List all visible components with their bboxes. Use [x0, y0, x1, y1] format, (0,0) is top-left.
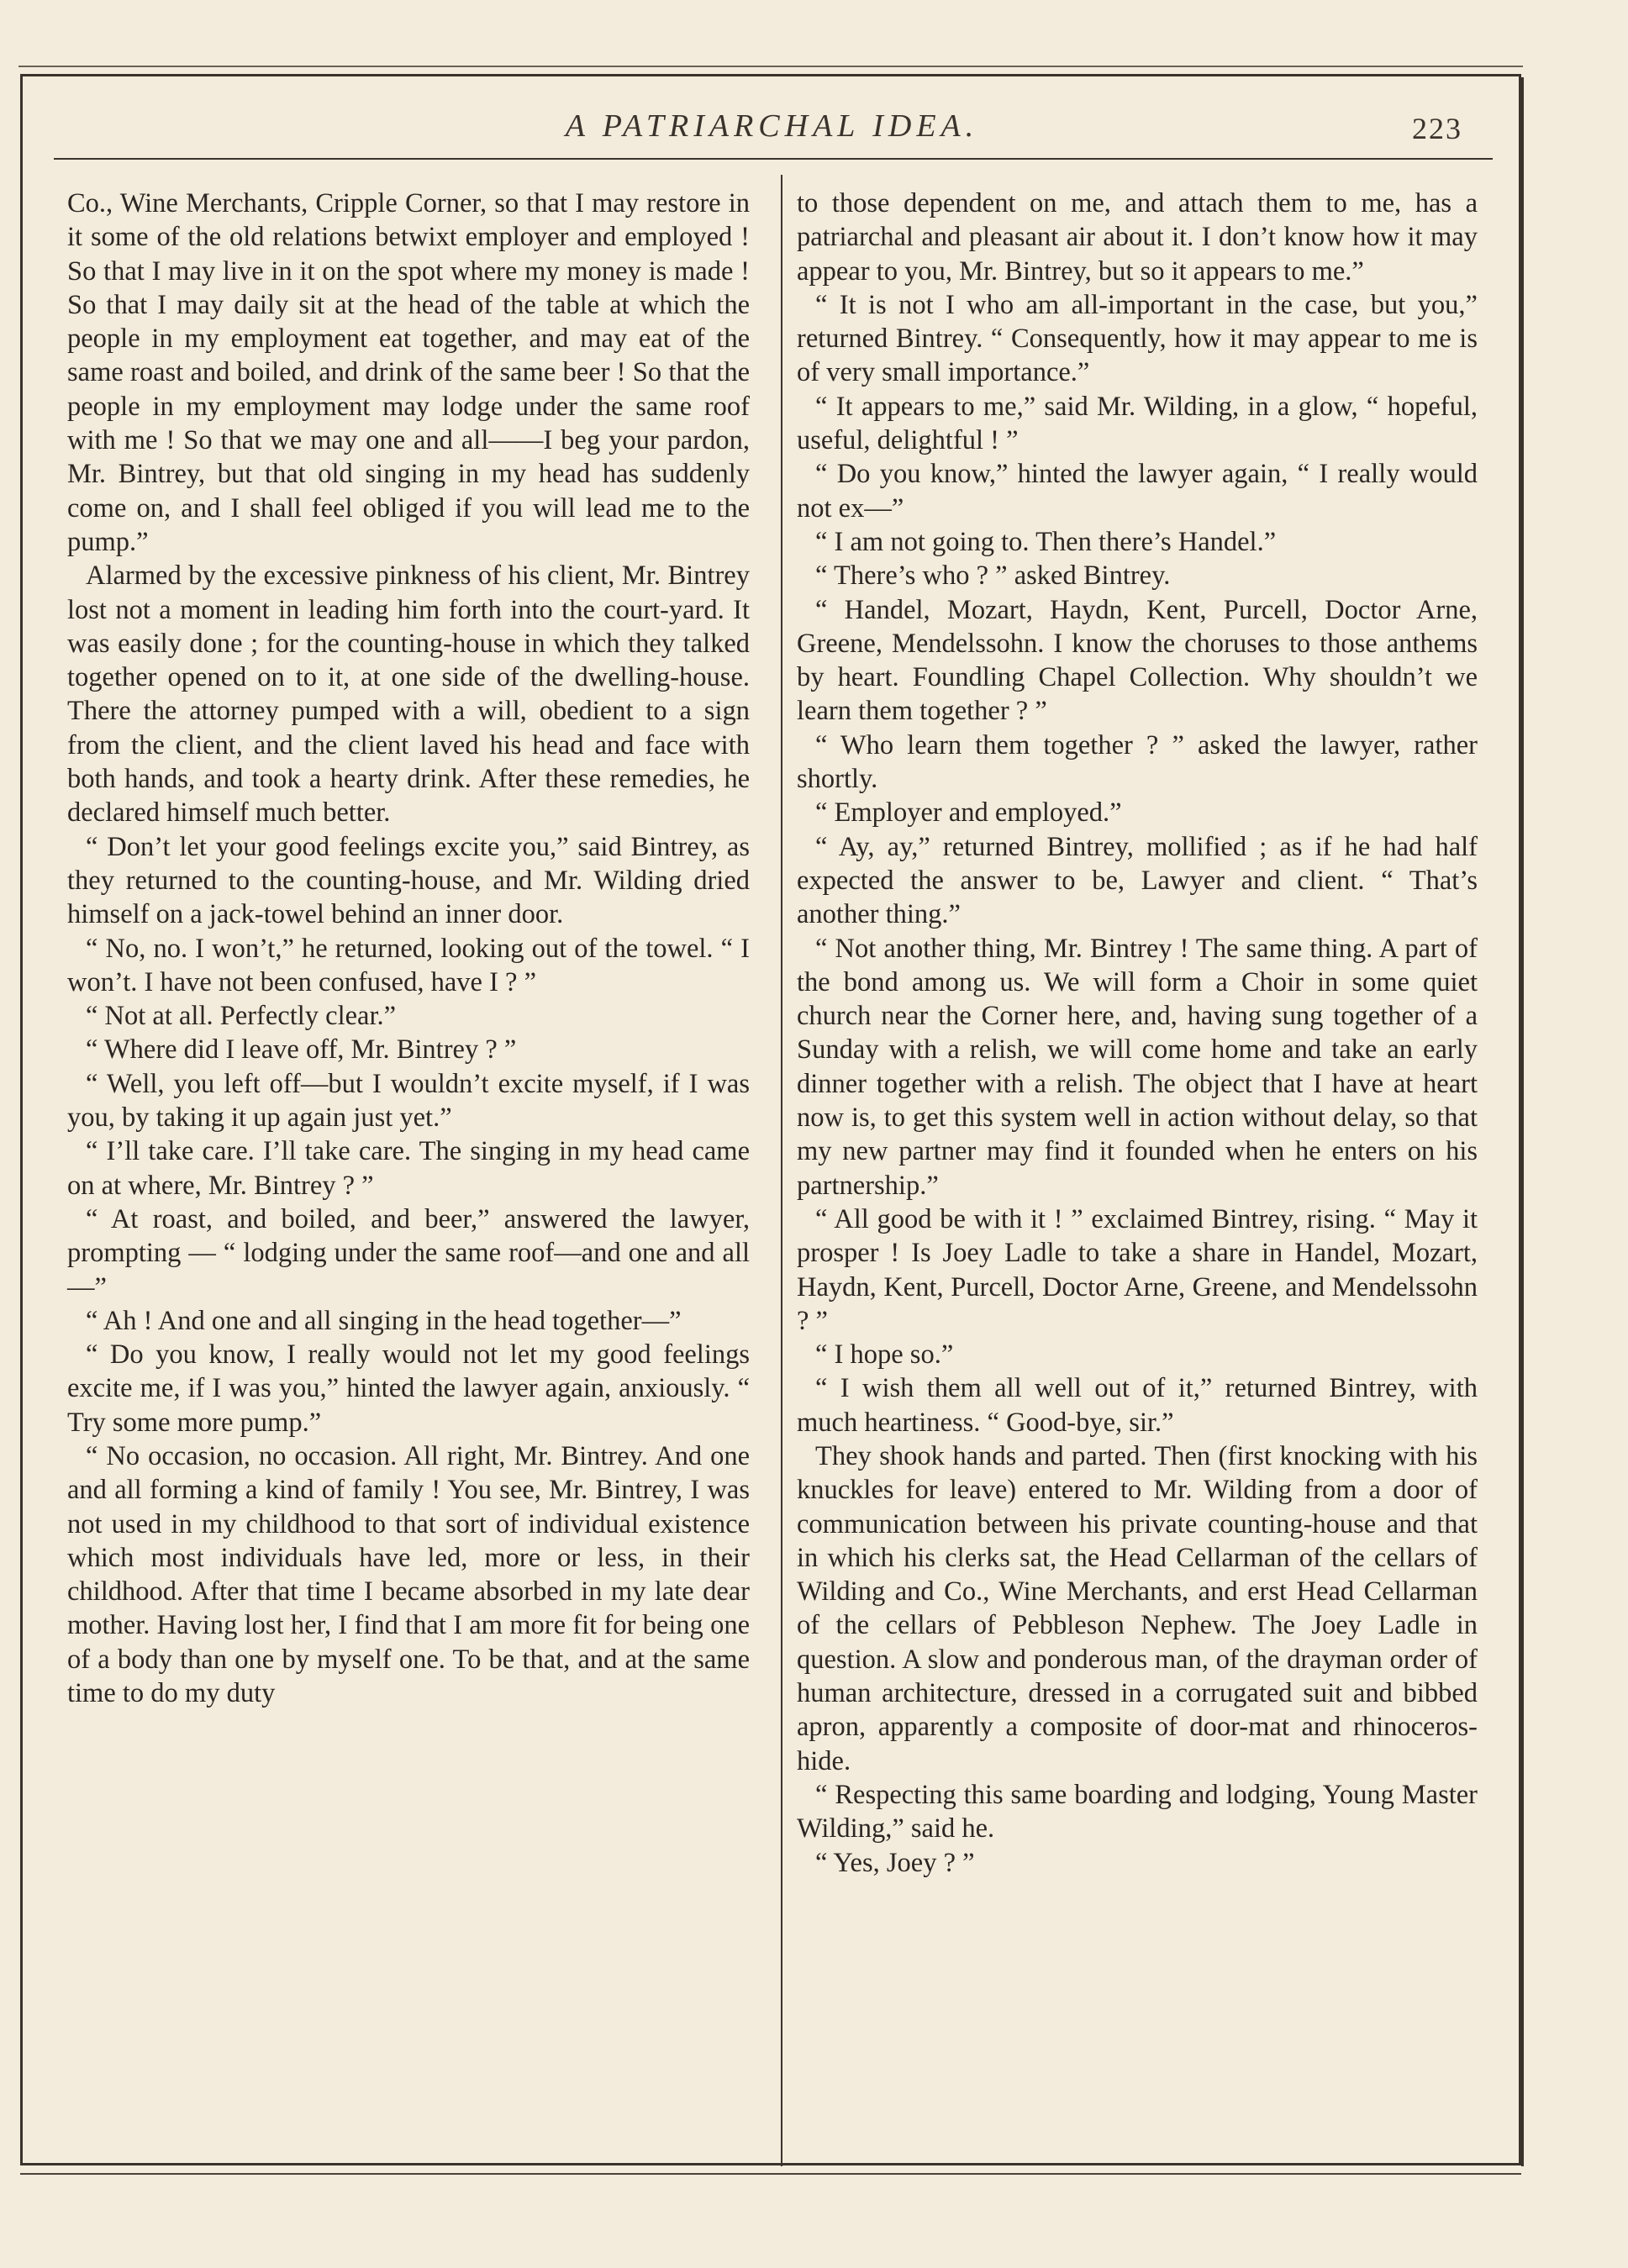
page-number: 223: [1412, 112, 1462, 145]
paragraph: “ I’ll take care. I’ll take care. The singing in my head came on at where, Mr. Bintrey ? ”: [67, 1136, 750, 1201]
paragraph: “ I am not going to. Then there’s Handel.”: [815, 526, 1277, 557]
paragraph: “ I wish them all well out of it,” returned Bintrey, with much heartiness. “ Good-bye, sir.”: [797, 1373, 1478, 1438]
paragraph: Alarmed by the excessive pinkness of his client, Mr. Bintrey lost not a moment in leading him forth into the court-yard. It was easily done ; for the counting-house in which they talked together opened on to it, at one side of the dwelling-house. There the attorney pumped with a will, obedient to a sign from the client, and the client laved his head and face with both hands, and took a hearty drink. After these remedies, he declared himself much better.: [67, 560, 750, 829]
paragraph: “ All good be with it ! ” exclaimed Bintrey, rising. “ May it prosper ! Is Joey Ladle to take a share in Handel, Mozart, Haydn, Kent, Purcell, Doctor Arne, Greene, and Mendelssohn ? ”: [797, 1203, 1478, 1336]
paragraph: “ Do you know, I really would not let my good feelings excite me, if I was you,” hinted the lawyer again, anxiously. “ Try some more pump.”: [67, 1339, 750, 1438]
paragraph: “ Where did I leave off, Mr. Bintrey ? ”: [86, 1034, 517, 1066]
paragraph: “ It appears to me,” said Mr. Wilding, in a glow, “ hopeful, useful, delightful ! ”: [797, 391, 1478, 456]
left-column: [67, 187, 750, 1710]
paragraph: to those dependent on me, and attach them to me, has a patriarchal and pleasant air about it. I don’t know how it may appear to you, Mr. Bintrey, but so it appears to me.”: [797, 188, 1478, 287]
paragraph: “ It is not I who am all-important in the case, but you,” returned Bintrey. “ Consequently, how it may appear to me is of very small importance.”: [797, 289, 1478, 388]
paragraph: “ Not at all. Perfectly clear.”: [86, 1001, 397, 1032]
paragraph: “ Yes, Joey ? ”: [815, 1847, 975, 1878]
paragraph: “ Do you know,” hinted the lawyer again, “ I really would not ex—”: [797, 459, 1478, 524]
right-column: [797, 187, 1478, 1880]
paragraph: “ No occasion, no occasion. All right, Mr. Bintrey. And one and all forming a kind of family ! You see, Mr. Bintrey, I was not used in my childhood to that sort of individual existence which most individuals have led, more or less, in their childhood. After that time I became absorbed in my late dear mother. Having lost her, I find that I am more fit for being one of a body than one by myself one. To be that, and at the same time to do my duty: [67, 1440, 750, 1709]
outer-top-rule: [18, 66, 1523, 67]
paragraph: “ No, no. I won’t,” he returned, looking out of the towel. “ I won’t. I have not been confused, have I ? ”: [67, 933, 750, 997]
paragraph: “ I hope so.”: [815, 1339, 954, 1371]
running-title: A PATRIARCHAL IDEA.: [565, 108, 979, 144]
paragraph: They shook hands and parted. Then (first knocking with his knuckles for leave) entered to Mr. Wilding from a door of communication between his private counting-house and that in which his clerks sat, the Head Cellarman of the cellars of Wilding and Co., Wine Merchants, and erst Head Cellarman of the cellars of Pebbleson Nephew. The Joey Ladle in question. A slow and ponderous man, of the drayman order of human architecture, dressed in a corrugated suit and bibbed apron, apparently a composite of door-mat and rhinoceros-hide.: [797, 1440, 1478, 1776]
header-rule: [54, 158, 1493, 160]
page-border-right-shadow: [1521, 77, 1524, 2166]
paragraph: “ Don’t let your good feelings excite you,” said Bintrey, as they returned to the counting-house, and Mr. Wilding dried himself on a jack-towel behind an inner door.: [67, 831, 750, 930]
paragraph: “ Respecting this same boarding and lodging, Young Master Wilding,” said he.: [797, 1779, 1478, 1844]
paragraph: “ Employer and employed.”: [815, 797, 1122, 829]
column-divider: [781, 175, 782, 2166]
paragraph: “ Well, you left off—but I wouldn’t excite myself, if I was you, by taking it up again just yet.”: [67, 1068, 750, 1134]
paragraph: “ Handel, Mozart, Haydn, Kent, Purcell, Doctor Arne, Greene, Mendelssohn. I know the choruses to those anthems by heart. Foundling Chapel Collection. Why shouldn’t we learn them together ? ”: [797, 594, 1478, 727]
paragraph: “ There’s who ? ” asked Bintrey.: [815, 560, 1171, 592]
paragraph: “ Ah ! And one and all singing in the head together—”: [86, 1305, 682, 1336]
page-border-bottom-rule: [20, 2173, 1521, 2175]
paragraph: “ Who learn them together ? ” asked the lawyer, rather shortly.: [797, 729, 1478, 795]
paragraph: “ At roast, and boiled, and beer,” answered the lawyer, prompting — “ lodging under the same roof—and one and all—”: [67, 1203, 750, 1302]
paragraph: “ Not another thing, Mr. Bintrey ! The same thing. A part of the bond among us. We will form a Choir in some quiet church near the Corner here, and, having sung together of a Sunday with a relish, we will come home and take an early dinner together with a relish. The object that I have at heart now is, to get this system well in action without delay, so that my new partner may find it founded when he enters on his partnership.”: [797, 933, 1478, 1201]
paragraph: Co., Wine Merchants, Cripple Corner, so that I may restore in it some of the old relations betwixt employer and employed ! So that I may live in it on the spot where my money is made ! So that I may daily sit at the head of the table at which the people in my employment eat together, and may eat of the same roast and boiled, and drink of the same beer ! So that the people in my employment may lodge under the same roof with me ! So that we may one and all——I beg your pardon, Mr. Bintrey, but that old singing in my head has suddenly come on, and I shall feel obliged if you will lead me to the pump.”: [67, 188, 750, 557]
paragraph: “ Ay, ay,” returned Bintrey, mollified ; as if he had half expected the answer to be, Lawyer and client. “ That’s another thing.”: [797, 831, 1478, 930]
